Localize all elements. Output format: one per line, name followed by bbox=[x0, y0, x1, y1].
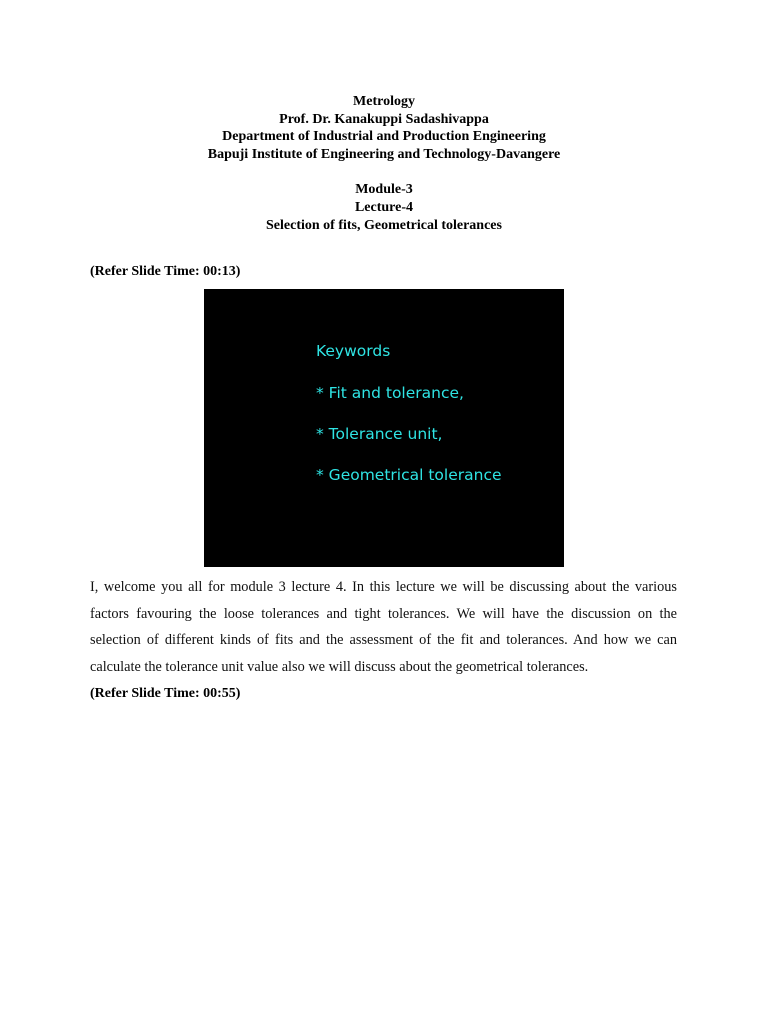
refer-slide-time-1: (Refer Slide Time: 00:13) bbox=[90, 264, 241, 279]
slide-image bbox=[204, 289, 564, 567]
header-spacer bbox=[0, 163, 768, 181]
refer-slide-time-2: (Refer Slide Time: 00:55) bbox=[90, 686, 241, 701]
institute-name: Bapuji Institute of Engineering and Technology-Davangere bbox=[207, 146, 561, 162]
lecture-header bbox=[0, 93, 768, 234]
lecture-number: Lecture-4 bbox=[354, 199, 414, 215]
slide-keyword-item: * Fit and tolerance, bbox=[316, 384, 464, 402]
professor-name: Prof. Dr. Kanakuppi Sadashivappa bbox=[279, 111, 489, 127]
slide-keyword-item: * Tolerance unit, bbox=[316, 425, 443, 443]
transcript-paragraph: I, welcome you all for module 3 lecture 4. In this lecture we will be discussing about the various factors favouring the loose tolerances and tight tolerances. We will have the discussion on the selection of different kinds of fits and the assessment of the fit and tolerances. And how we can calculate the tolerance unit value also we will discuss about the geometrical tolerances. bbox=[90, 579, 677, 675]
department-name: Department of Industrial and Production Engineering bbox=[222, 129, 546, 145]
module-number: Module-3 bbox=[355, 182, 413, 198]
course-title: Metrology bbox=[353, 94, 415, 109]
slide-keyword-item: * Geometrical tolerance bbox=[316, 466, 502, 484]
lecture-topic: Selection of fits, Geometrical tolerances bbox=[266, 217, 502, 233]
slide-content bbox=[316, 341, 502, 506]
slide-heading: Keywords bbox=[316, 342, 391, 360]
